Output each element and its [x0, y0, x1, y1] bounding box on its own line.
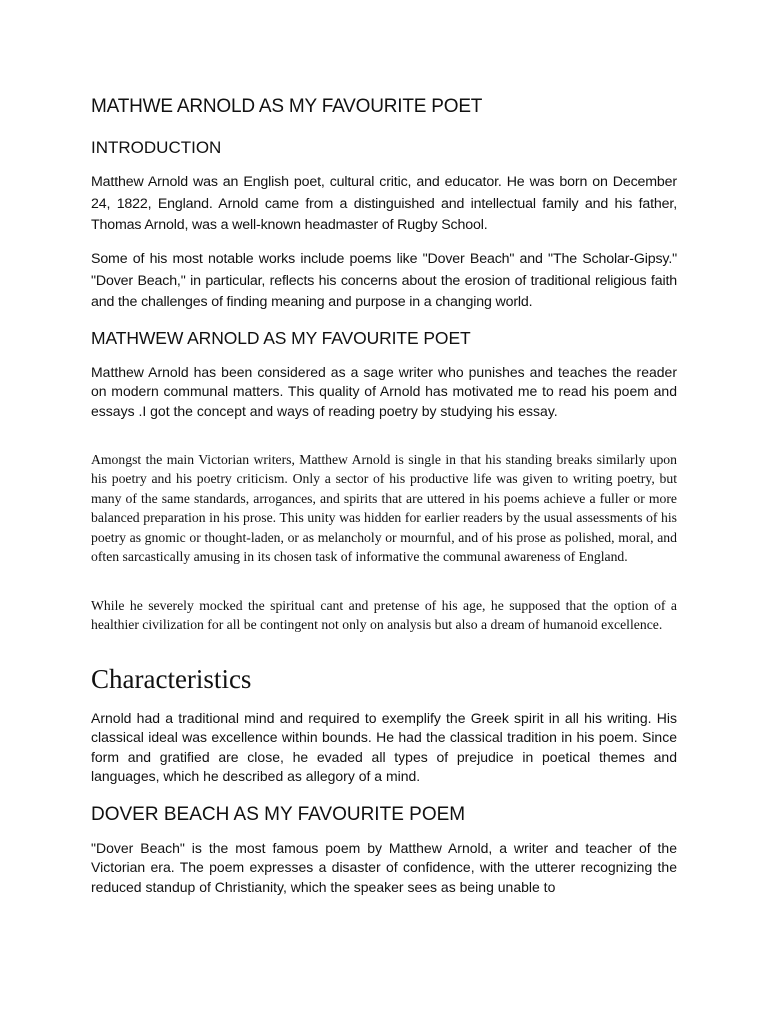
- favourite-poet-paragraph-2: Amongst the main Victorian writers, Matthew Arnold is single in that his standing breaks similarly upon his poetry and his poetry criticism. Only a sector of his productive life was given to writing poetry, but many of the same standards, arrogances, and spirits that are uttered in his poems achieve a fuller or more balanced preparation in his prose. This unity was hidden for earlier readers by the usual assessments of his poetry as gnomic or thought-laden, or as melancholy or mournful, and of his prose as polished, moral, and often sarcastically amusing in its chosen task of informative the communal awareness of England.: [91, 452, 677, 565]
- introduction-paragraph-1: Matthew Arnold was an English poet, cultural critic, and educator. He was born on December 24, 1822, England. Arnold came from a distinguished and intellectual family and his father, Thomas Arnold, was a well-known headmaster of Rugby School.: [91, 174, 677, 234]
- characteristics-paragraph: Arnold had a traditional mind and required to exemplify the Greek spirit in all his writing. His classical ideal was excellence within bounds. He had the classical tradition in his poem. Since form and gratified are close, he evaded all types of prejudice in poetical themes and languages, which he described as allegory of a mind.: [91, 710, 677, 784]
- favourite-poet-paragraph-3: While he severely mocked the spiritual cant and pretense of his age, he supposed that the option of a healthier civilization for all be contingent not only on analysis but also a dream of humanoid excellence.: [91, 598, 677, 633]
- favourite-poet-paragraph-1: Matthew Arnold has been considered as a sage writer who punishes and teaches the reader on modern communal matters. This quality of Arnold has motivated me to read his poem and essays .I got the concept and ways of reading poetry by studying his essay.: [91, 364, 677, 419]
- introduction-paragraph-2: Some of his most notable works include poems like "Dover Beach" and "The Scholar-Gipsy." "Dover Beach," in particular, reflects his concerns about the erosion of traditional religious faith and the challenges of finding meaning and purpose in a changing world.: [91, 251, 677, 311]
- dover-beach-heading: DOVER BEACH AS MY FAVOURITE POEM: [91, 804, 466, 825]
- dover-beach-paragraph: "Dover Beach" is the most famous poem by Matthew Arnold, a writer and teacher of the Victorian era. The poem expresses a disaster of confidence, with the utterer recognizing the reduced standup of Christianity, which the speaker sees as being unable to: [91, 840, 677, 895]
- document-title: MATHWE ARNOLD AS MY FAVOURITE POET: [91, 96, 483, 117]
- favourite-poet-heading: MATHWEW ARNOLD AS MY FAVOURITE POET: [91, 328, 471, 348]
- introduction-heading: INTRODUCTION: [91, 138, 222, 157]
- characteristics-heading: Characteristics: [91, 664, 252, 694]
